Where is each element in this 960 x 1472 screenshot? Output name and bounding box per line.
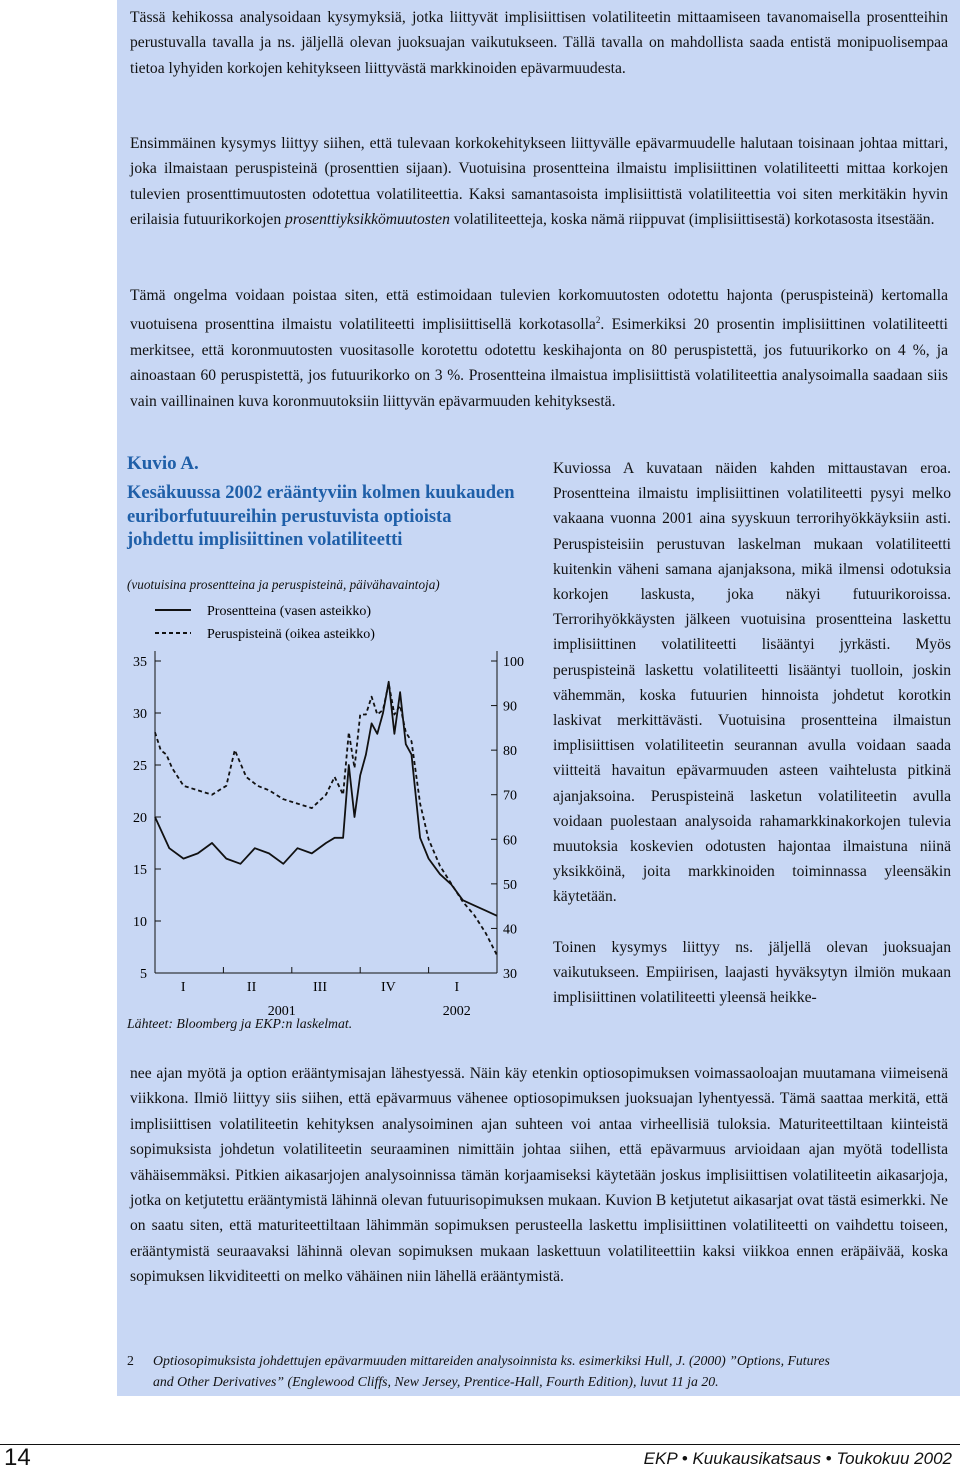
legend-label-solid: Prosentteina (vasen asteikko) — [207, 604, 372, 619]
left-tick-label: 30 — [133, 707, 147, 722]
paragraph-3-part-b: . Esimerkiksi 20 prosentin implisiittinen volatiliteetti merkitsee, että koronmuutosten vuositasolle korotettu odotettu keskihajonta on 80 peruspistettä, jos futuurikorko on 4 %, ja ainoastaan 60 peruspistettä, jos futuurikorko on 3 %. Prosentteina ilmaistua implisiittistä volatiliteettia analysoimalla saadaan siis vain vaillinainen kuva koronmuutoksiin liittyvän epävarmuuden kehityksestä. — [130, 316, 948, 410]
left-tick-label: 10 — [133, 915, 147, 930]
figure-kicker: Kuvio A. — [127, 453, 199, 474]
box-panel — [117, 0, 960, 1396]
chart-legend — [155, 604, 375, 642]
left-tick-label: 15 — [133, 863, 147, 878]
page-number: 14 — [4, 1444, 31, 1471]
paragraph-2-part-b: volatiliteetteja, koska nämä riippuvat (implisiittisestä) korkotasosta itsestään. — [449, 211, 935, 229]
right-tick-label: 40 — [503, 922, 517, 938]
figure-source: Lähteet: Bloomberg ja EKP:n laskelmat. — [127, 1016, 353, 1031]
left-tick-label: 20 — [133, 811, 147, 826]
running-title: EKP • Kuukausikatsaus • Toukokuu 2002 — [643, 1449, 952, 1468]
chart — [127, 593, 524, 1019]
footnote-line-2: and Other Derivatives” (Englewood Cliffs, New Jersey, Prentice-Hall, Fourth Edition), luvut 11 ja 20. — [153, 1374, 719, 1389]
x-quarter-label: II — [246, 980, 257, 995]
x-quarter-label: I — [180, 980, 186, 995]
second-paragraph — [130, 131, 948, 233]
intro-paragraph — [130, 5, 948, 81]
footer-rule — [0, 1444, 960, 1445]
right-paragraph-1: Kuviossa A kuvataan näiden kahden mittaustavan eroa. Prosentteina ilmaistu implisiittinen volatiliteetti pysyi melko vakaana vuonna 2001 aina syyskuun terrorihyökkäyksiin asti. Peruspisteisiin perustuvan laskelman mukaan volatiliteetti kuitenkin väheni samana ajanjaksona, mikä ilmensi odotuksia korkojen laskusta, joka näkyi futuurikoroissa. Terrorihyökkäysten jälkeen vuotuisina prosentteina laskettu implisiittinen volatiliteetti lisääntyi jyrkästi. Myös peruspisteinä laskettu volatiliteetti lisääntyi tuolloin, joskin vähemmän, koska futuurien hinnoista johdetut korotkin laskivat merkittävästi. Vuotuisina prosentteina ilmaistun implisiittisen volatiliteetin seurannan avulla voidaan saada viitteitä havaitun epävarmuuden asteen vaihtelusta pitkinä ajanjaksoina. Peruspisteinä lasketun volatiliteetin avulla voidaan puolestaan analysoida rahamarkkinakorkojen tulevia muutoksia koskevien odotusten hajontaa ilmaistuna niinä yksikköinä, joita markkinoiden toiminnassa yleensäkin käytetään. — [553, 460, 951, 906]
x-quarter-label: I — [454, 980, 460, 995]
footnote-ref: 2 — [595, 315, 601, 326]
left-tick-label: 25 — [133, 759, 147, 774]
right-tick-label: 50 — [503, 877, 517, 893]
right-tick-label: 70 — [503, 788, 517, 804]
right-tick-label: 60 — [503, 833, 517, 849]
continuation-paragraph — [130, 1061, 948, 1290]
right-paragraph-2: Toinen kysymys liittyy ns. jäljellä olevan juoksuajan vaikutukseen. Empiirisen, laajasti hyväksytyn ilmiön mukaan implisiittinen volatiliteetti yleensä heikke- — [553, 938, 951, 1007]
x-year-label: 2001 — [267, 1004, 296, 1019]
x-quarter-label: III — [313, 980, 327, 995]
footnote-number: 2 — [127, 1353, 134, 1368]
figure-a — [127, 453, 524, 1043]
right-tick-label: 100 — [503, 655, 524, 670]
third-paragraph — [130, 283, 948, 414]
paragraph-2-part-a: Ensimmäinen kysymys liittyy siihen, että tulevaan korkokehitykseen liittyvälle epävarmuudelle halutaan toisinaan johtaa mittari, joka ilmaistaan peruspisteinä (prosenttien sijaan). Vuotuisina prosentteina ilmaistu implisiittinen volatiliteetti mittaa korkojen tulevien prosenttimuutosten odotettua volatiliteettia. Kaksi samantasoista implisiittistä volatiliteettia voi siten merkitäkin hyvin erilaisia futuurikorkojen — [130, 135, 948, 229]
paragraph-2-emphasis: prosenttiyksikkömuutosten — [285, 211, 450, 229]
left-tick-label: 35 — [133, 655, 147, 670]
paragraph-3-part-a: Tämä ongelma voidaan poistaa siten, että estimoidaan tulevien korkomuutosten odotettu hajonta (peruspisteinä) kertomalla vuotuisena prosenttina ilmaistu volatiliteetti implisiittisellä korkotasolla — [130, 287, 948, 334]
figure-subtitle: (vuotuisina prosentteina ja peruspisteinä, päivähavaintoja) — [127, 577, 440, 592]
legend-label-dashed: Peruspisteinä (oikea asteikko) — [207, 627, 375, 642]
right-column — [553, 456, 951, 1010]
left-tick-label: 5 — [140, 967, 147, 982]
footnote-line-1: Optiosopimuksista johdettujen epävarmuuden mittareiden analysoinnista ks. esimerkiksi Hull, J. (2000) ”Options, Futures — [153, 1353, 830, 1368]
series-line-percent — [155, 682, 497, 916]
right-tick-label: 80 — [503, 744, 517, 760]
figure-title: Kesäkuussa 2002 erääntyviin kolmen kuukauden euriborfutuureihin perustuvista optioista johdettu implisiittinen volatiliteetti — [127, 483, 515, 550]
footnote — [127, 1350, 952, 1392]
x-quarter-label: IV — [381, 980, 396, 995]
paragraph-3 — [130, 283, 948, 414]
paragraph-2 — [130, 131, 948, 233]
paragraph-4: nee ajan myötä ja option erääntymisajan lähestyessä. Näin käy etenkin optiosopimuksen voimassaoloajan muutamana viimeisenä viikkona. Ilmiö liittyy siis siihen, että epävarmuus vähenee optiosopimuksen juoksuajan lyhentyessä. Tämä saattaa merkitä, että implisiittisen volatiliteetin kehityksen analysoiminen ajan suhteen voi antaa virheellisiä tuloksia. Maturiteettiltaan kiinteistä sopimuksista johdetun volatiliteetin seuraaminen nimittäin johtaa siihen, että epävarmuus arvioidaan ajan myötä todellista vähäisemmäksi. Pitkien aikasarjojen analysoinnissa tämän korjaamiseksi käytetään joskus implisiittisen volatiliteetin aikasarjoja, jotka on ketjutettu erääntymistä lähinnä olevan futuurisopimuksen mukaan. Kuvion B ketjutetut aikasarjat ovat tästä esimerkki. Ne on saatu siten, että maturiteettiltaan lähimmän sopimuksen perusteella laskettu implisiittinen volatiliteetti on vaihdettu toiseen, erääntymistä seuraavaksi lähinnä olevan sopimuksen mukaan laskettuun volatiliteettiin kaksi viikkoa ennen eräpäivää, koska sopimuksen likviditeetti on melko vähäinen niin lähellä erääntymistä. — [130, 1065, 948, 1286]
right-tick-label: 30 — [503, 967, 517, 982]
series-line-basis-points — [155, 683, 497, 955]
right-tick-label: 90 — [503, 699, 517, 715]
paragraph-1: Tässä kehikossa analysoidaan kysymyksiä, jotka liittyvät implisiittisen volatiliteetin mittaamiseen tavanomaisella prosentteihin perustuvalla tavalla ja ns. jäljellä olevan juoksuajan vaikutukseen. Tällä tavalla on mahdollista saada entistä monipuolisempaa tietoa lyhyiden korkojen kehitykseen liittyvästä markkinoiden epävarmuudesta. — [130, 9, 948, 77]
x-year-label: 2002 — [442, 1004, 471, 1019]
